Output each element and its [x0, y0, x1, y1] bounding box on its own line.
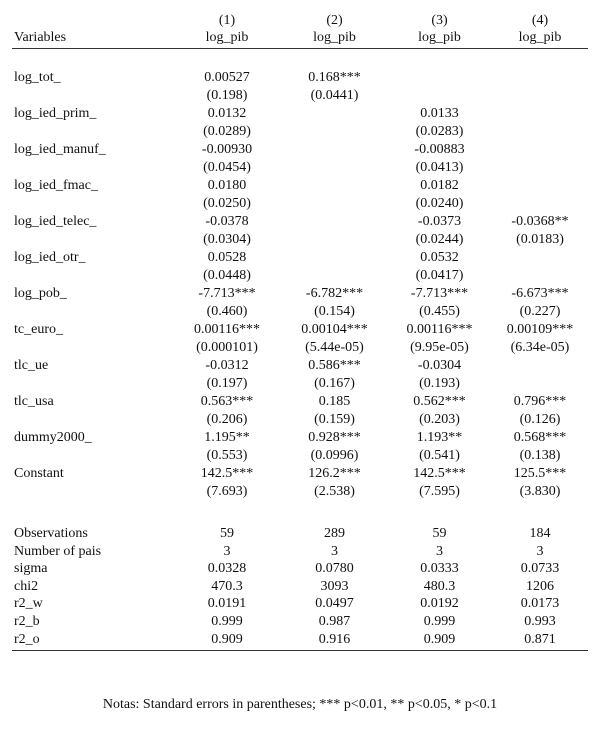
- standard-error-value: (0.197): [206, 376, 248, 391]
- variable-name: log_ied_prim_: [14, 106, 97, 121]
- statistic-row: [12, 613, 588, 631]
- statistic-row: [12, 578, 588, 596]
- coefficient-row: [12, 393, 588, 411]
- coefficient-value: [492, 105, 588, 123]
- standard-error-label-blank: [12, 375, 172, 393]
- coefficient-row: [12, 213, 588, 231]
- statistic-value: 0.999: [211, 613, 243, 629]
- coefficient-value: [492, 177, 588, 195]
- column-number-4: (4): [531, 13, 549, 28]
- header-row-numbers: [12, 12, 588, 29]
- standard-error-value: (5.44e-05): [305, 340, 364, 355]
- standard-error-value: (0.159): [314, 412, 355, 427]
- variable-name: log_ied_otr_: [14, 250, 86, 265]
- coefficient-row: [12, 321, 588, 339]
- statistic-value: 0.916: [282, 631, 387, 651]
- standard-error-label-blank: [12, 267, 172, 285]
- statistic-value: 0.993: [524, 613, 556, 629]
- variable-name: Constant: [14, 466, 64, 481]
- statistic-value: 0.0333: [420, 561, 459, 577]
- standard-error-value: [282, 123, 387, 141]
- standard-error-value: (0.0304): [203, 232, 251, 247]
- statistic-value: 1206: [526, 578, 554, 594]
- statistic-row: [12, 595, 588, 613]
- coefficient-value: 1.195**: [204, 430, 250, 445]
- coefficient-value: 0.00116***: [194, 322, 260, 337]
- standard-error-value: (0.0448): [203, 268, 251, 283]
- coefficient-value: 0.0532: [420, 250, 459, 265]
- standard-error-row: [12, 483, 588, 501]
- statistic-row: [12, 543, 588, 561]
- variables-label: Variables: [12, 29, 172, 49]
- standard-error-value: (0.193): [419, 376, 460, 391]
- statistic-value: 0.0191: [207, 596, 247, 612]
- standard-error-value: (0.0183): [516, 232, 564, 247]
- statistic-value: 0.0780: [315, 561, 354, 577]
- coefficient-value: 125.5***: [513, 466, 567, 481]
- dependent-var-2: log_pib: [282, 29, 387, 49]
- standard-error-label-blank: [12, 123, 172, 141]
- variable-name: log_ied_fmac_: [14, 178, 98, 193]
- statistic-value: 0.999: [423, 613, 456, 629]
- standard-error-value: (0.541): [419, 448, 460, 463]
- statistic-value: 0.987: [318, 613, 351, 629]
- statistic-row: [12, 525, 588, 543]
- coefficient-row: [12, 177, 588, 195]
- statistic-value: 59: [432, 526, 447, 541]
- variable-name: tc_euro_: [14, 322, 63, 337]
- statistic-value: 3: [223, 543, 231, 559]
- statistic-value: 289: [324, 526, 345, 541]
- standard-error-value: (0.203): [419, 412, 460, 427]
- coefficient-value: 142.5***: [413, 466, 466, 481]
- coefficient-value: 0.168***: [308, 70, 361, 85]
- statistic-value: 3: [536, 543, 544, 559]
- coefficient-value: 0.0528: [207, 250, 247, 265]
- dependent-var-1: log_pib: [172, 29, 282, 49]
- column-number-3: (3): [431, 13, 448, 28]
- coefficient-value: -6.782***: [305, 286, 364, 301]
- table-notes: Notas: Standard errors in parentheses; *** p<0.01, ** p<0.05, * p<0.1: [102, 697, 498, 712]
- statistic-value: 59: [220, 526, 234, 541]
- standard-error-row: [12, 267, 588, 285]
- variable-name: log_ied_manuf_: [14, 142, 106, 157]
- standard-error-value: [492, 159, 588, 177]
- statistic-value: 0.0733: [520, 561, 560, 577]
- standard-error-label-blank: [12, 447, 172, 465]
- coefficient-value: [492, 357, 588, 375]
- standard-error-value: (0.227): [519, 304, 561, 319]
- coefficient-value: -7.713***: [410, 286, 469, 301]
- standard-error-value: (0.0289): [203, 124, 251, 139]
- standard-error-row: [12, 411, 588, 429]
- coefficient-value: 0.796***: [513, 394, 567, 409]
- standard-error-value: (0.198): [206, 88, 248, 103]
- coefficient-value: -0.00883: [414, 142, 465, 157]
- standard-error-value: (7.693): [206, 484, 248, 499]
- standard-error-row: [12, 195, 588, 213]
- coefficient-value: 0.928***: [308, 430, 361, 445]
- coefficient-value: 0.185: [318, 394, 351, 409]
- standard-error-value: (0.460): [206, 304, 248, 319]
- statistic-name: r2_b: [14, 613, 40, 629]
- statistic-name: sigma: [14, 561, 48, 577]
- standard-error-value: [492, 87, 588, 105]
- standard-error-value: (0.0996): [310, 448, 359, 463]
- coefficient-value: 1.193**: [416, 430, 463, 445]
- statistic-value: 0.0328: [207, 561, 247, 577]
- statistic-row: [12, 631, 588, 651]
- statistic-value: 0.0173: [520, 596, 560, 612]
- standard-error-value: (3.830): [519, 484, 561, 499]
- standard-error-value: (0.0417): [415, 268, 464, 283]
- variable-name: log_tot_: [14, 70, 61, 85]
- standard-error-row: [12, 87, 588, 105]
- coefficient-value: -0.0373: [417, 214, 462, 229]
- standard-error-value: (0.167): [314, 376, 355, 391]
- coefficient-row: [12, 141, 588, 159]
- standard-error-row: [12, 231, 588, 249]
- standard-error-value: (0.0240): [415, 196, 464, 211]
- coefficient-value: -6.673***: [511, 286, 569, 301]
- standard-error-label-blank: [12, 411, 172, 429]
- coefficient-value: 0.568***: [513, 430, 567, 445]
- standard-error-label-blank: [12, 339, 172, 357]
- statistic-value: 470.3: [211, 578, 243, 594]
- standard-error-row: [12, 303, 588, 321]
- standard-error-label-blank: [12, 195, 172, 213]
- header-row-depvars: [12, 29, 588, 49]
- standard-error-value: [492, 375, 588, 393]
- standard-error-value: (9.95e-05): [410, 340, 469, 355]
- statistic-value: 3: [436, 543, 443, 559]
- coefficient-value: 0.562***: [413, 394, 466, 409]
- standard-error-label-blank: [12, 231, 172, 249]
- coefficient-value: [492, 69, 588, 87]
- statistic-value: 3093: [320, 578, 349, 594]
- statistic-value: 0.909: [172, 631, 282, 651]
- coefficient-value: -7.713***: [198, 286, 256, 301]
- variable-name: log_ied_telec_: [14, 214, 97, 229]
- standard-error-row: [12, 375, 588, 393]
- statistic-value: 480.3: [423, 578, 456, 594]
- statistic-name: r2_w: [14, 596, 43, 612]
- standard-error-value: (0.0283): [415, 124, 464, 139]
- coefficient-value: 0.586***: [308, 358, 361, 373]
- standard-error-value: (0.154): [314, 304, 355, 319]
- statistic-name: Observations: [14, 526, 88, 541]
- coefficient-value: 0.563***: [200, 394, 254, 409]
- coefficient-value: [282, 249, 387, 267]
- coefficient-value: [282, 177, 387, 195]
- variable-name: log_pob_: [14, 286, 67, 301]
- statistic-value: 0.0497: [315, 596, 354, 612]
- standard-error-value: (0.138): [519, 448, 561, 463]
- coefficient-value: [492, 249, 588, 267]
- coefficient-row: [12, 285, 588, 303]
- variable-name: tlc_usa: [14, 394, 54, 409]
- standard-error-value: [387, 87, 492, 105]
- standard-error-value: (0.0454): [203, 160, 251, 175]
- regression-table-body: [12, 12, 588, 651]
- coefficient-value: [282, 213, 387, 231]
- statistic-value: 184: [529, 526, 551, 541]
- column-number-2: (2): [326, 13, 343, 28]
- variable-name: tlc_ue: [14, 358, 49, 373]
- column-number-1: (1): [218, 13, 236, 28]
- statistic-name: chi2: [14, 578, 39, 594]
- coefficient-value: -0.0378: [205, 214, 249, 229]
- coefficient-value: 0.0132: [207, 106, 247, 121]
- standard-error-value: (6.34e-05): [510, 340, 570, 355]
- coefficient-row: [12, 69, 588, 87]
- standard-error-value: [282, 267, 387, 285]
- standard-error-value: (0.455): [419, 304, 460, 319]
- dependent-var-4: log_pib: [492, 29, 588, 49]
- standard-error-value: (0.0250): [203, 196, 251, 211]
- standard-error-row: [12, 447, 588, 465]
- standard-error-label-blank: [12, 159, 172, 177]
- standard-error-value: (0.0244): [415, 232, 464, 247]
- standard-error-value: (7.595): [419, 484, 460, 499]
- coefficient-value: -0.00930: [201, 142, 253, 157]
- coefficient-value: [492, 141, 588, 159]
- coefficient-value: [282, 105, 387, 123]
- standard-error-value: (0.206): [206, 412, 248, 427]
- standard-error-value: (0.126): [519, 412, 561, 427]
- regression-table: [12, 12, 588, 651]
- coefficient-row: [12, 249, 588, 267]
- standard-error-value: [492, 195, 588, 213]
- standard-error-row: [12, 339, 588, 357]
- standard-error-value: (0.553): [206, 448, 248, 463]
- coefficient-row: [12, 357, 588, 375]
- coefficient-value: 0.0180: [207, 178, 247, 193]
- standard-error-label-blank: [12, 303, 172, 321]
- coefficient-value: -0.0312: [205, 358, 249, 373]
- variable-name: dummy2000_: [14, 430, 92, 445]
- standard-error-value: [282, 195, 387, 213]
- standard-error-value: [282, 159, 387, 177]
- standard-error-value: (0.0441): [310, 88, 359, 103]
- standard-error-value: (0.000101): [196, 340, 258, 355]
- standard-error-value: [492, 267, 588, 285]
- coefficient-row: [12, 465, 588, 483]
- standard-error-value: [492, 123, 588, 141]
- coefficient-row: [12, 429, 588, 447]
- standard-error-label-blank: [12, 87, 172, 105]
- coefficient-value: -0.0368**: [511, 214, 569, 229]
- statistic-value: 0.909: [387, 631, 492, 651]
- standard-error-value: (0.0413): [415, 160, 464, 175]
- coefficient-value: 0.0133: [420, 106, 459, 121]
- coefficient-value: 0.00104***: [301, 322, 368, 337]
- statistic-row: [12, 560, 588, 578]
- spacer-row: [12, 501, 588, 525]
- coefficient-value: -0.0304: [417, 358, 462, 373]
- header-blank-cell: [12, 12, 172, 29]
- standard-error-row: [12, 123, 588, 141]
- coefficient-value: [282, 141, 387, 159]
- statistic-value: 0.0192: [420, 596, 459, 612]
- statistic-value: 3: [331, 543, 338, 559]
- standard-error-label-blank: [12, 483, 172, 501]
- standard-error-value: [282, 231, 387, 249]
- coefficient-value: [387, 69, 492, 87]
- spacer-row: [12, 49, 588, 70]
- standard-error-row: [12, 159, 588, 177]
- coefficient-value: 0.00109***: [506, 322, 574, 337]
- coefficient-value: 126.2***: [308, 466, 361, 481]
- statistic-name: r2_o: [12, 631, 172, 651]
- statistic-value: 0.871: [492, 631, 588, 651]
- statistic-name: Number of pais: [14, 543, 102, 559]
- coefficient-value: 0.00116***: [406, 322, 473, 337]
- coefficient-value: 0.0182: [420, 178, 459, 193]
- coefficient-value: 0.00527: [204, 70, 250, 85]
- dependent-var-3: log_pib: [387, 29, 492, 49]
- coefficient-value: 142.5***: [200, 466, 254, 481]
- coefficient-row: [12, 105, 588, 123]
- standard-error-value: (2.538): [314, 484, 355, 499]
